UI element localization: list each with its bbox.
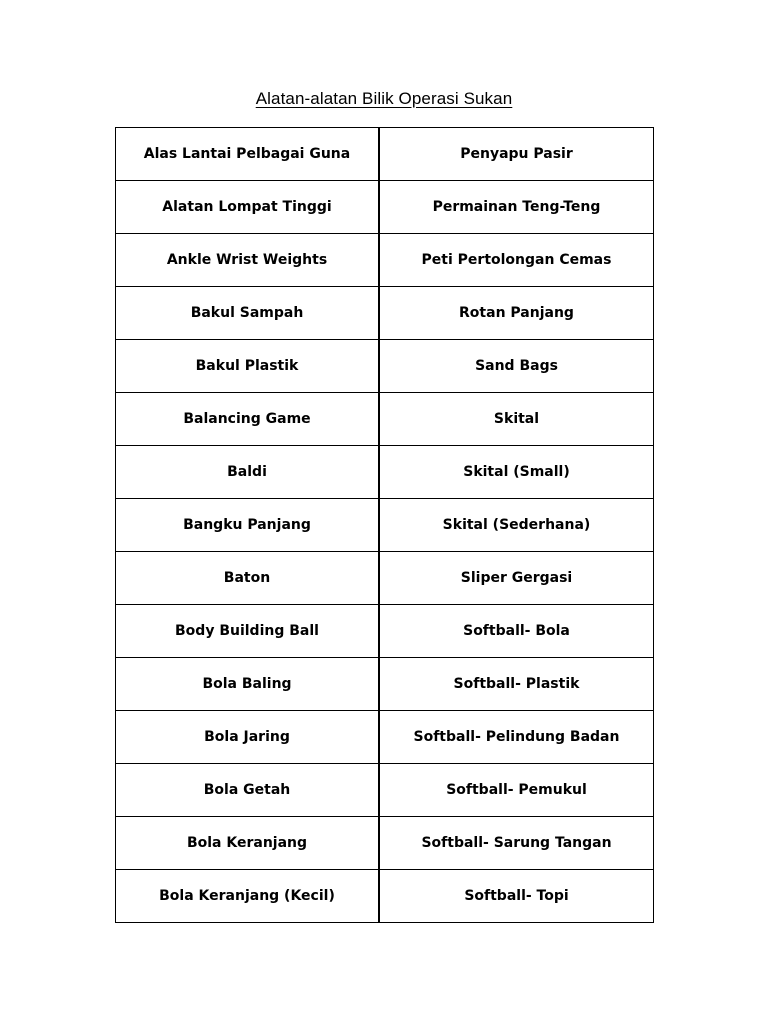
equipment-cell: Skital (380, 393, 653, 446)
page-title: Alatan-alatan Bilik Operasi Sukan (255, 89, 513, 108)
equipment-cell: Balancing Game (116, 393, 378, 446)
equipment-cell: Softball- Bola (380, 605, 653, 658)
equipment-list-right-column (379, 127, 654, 923)
equipment-cell: Softball- Sarung Tangan (380, 817, 653, 870)
equipment-cell: Sliper Gergasi (380, 552, 653, 605)
equipment-cell: Bakul Sampah (116, 287, 378, 340)
equipment-cell: Baldi (116, 446, 378, 499)
equipment-cell: Rotan Panjang (380, 287, 653, 340)
equipment-cell: Skital (Sederhana) (380, 499, 653, 552)
equipment-cell: Permainan Teng-Teng (380, 181, 653, 234)
equipment-cell: Bola Jaring (116, 711, 378, 764)
equipment-cell: Softball- Topi (380, 870, 653, 923)
equipment-cell: Bola Keranjang (116, 817, 378, 870)
equipment-cell: Alatan Lompat Tinggi (116, 181, 378, 234)
equipment-cell: Body Building Ball (116, 605, 378, 658)
equipment-list-left-column (115, 127, 379, 923)
equipment-cell: Alas Lantai Pelbagai Guna (116, 128, 378, 181)
equipment-cell: Softball- Pelindung Badan (380, 711, 653, 764)
equipment-cell: Peti Pertolongan Cemas (380, 234, 653, 287)
equipment-cell: Bangku Panjang (116, 499, 378, 552)
equipment-cell: Skital (Small) (380, 446, 653, 499)
equipment-cell: Softball- Plastik (380, 658, 653, 711)
equipment-cell: Bakul Plastik (116, 340, 378, 393)
equipment-cell: Ankle Wrist Weights (116, 234, 378, 287)
equipment-cell: Softball- Pemukul (380, 764, 653, 817)
equipment-cell: Penyapu Pasir (380, 128, 653, 181)
equipment-cell: Baton (116, 552, 378, 605)
equipment-cell: Bola Baling (116, 658, 378, 711)
equipment-cell: Bola Getah (116, 764, 378, 817)
equipment-cell: Sand Bags (380, 340, 653, 393)
equipment-cell: Bola Keranjang (Kecil) (116, 870, 378, 923)
